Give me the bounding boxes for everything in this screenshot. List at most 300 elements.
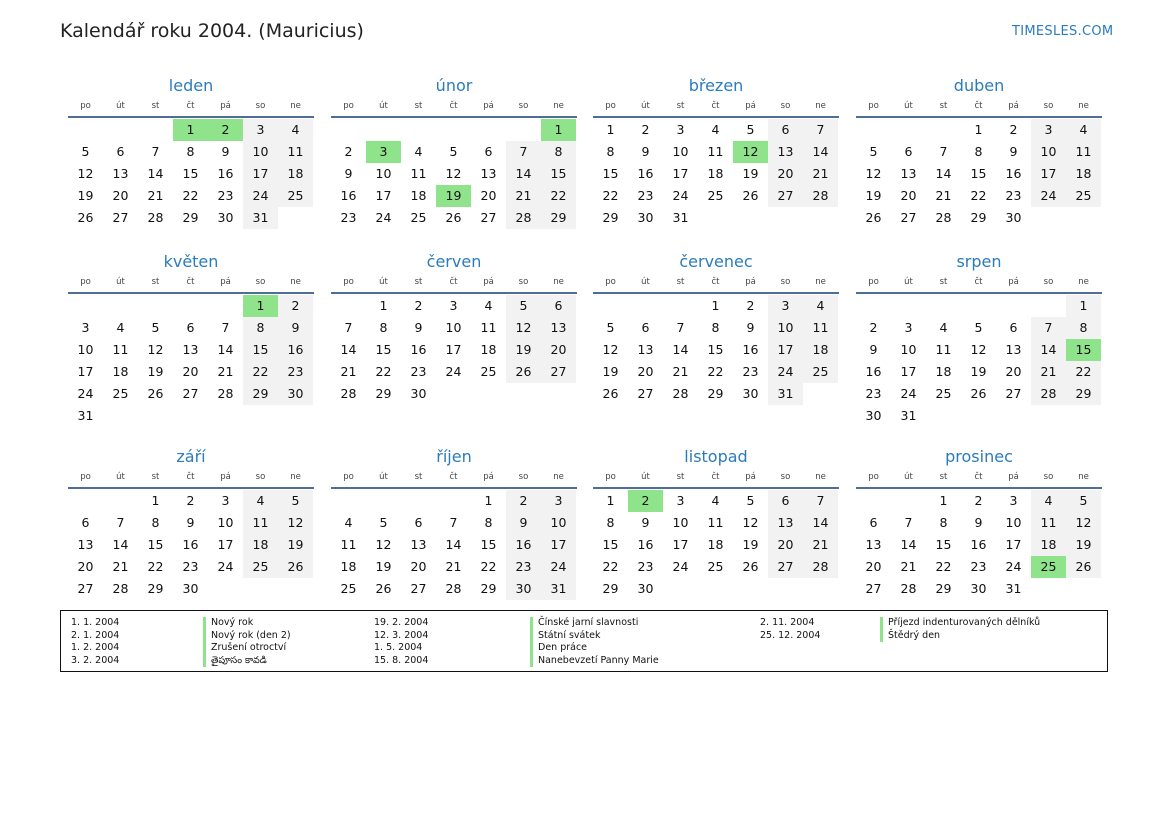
weekday-label: čt bbox=[186, 472, 195, 482]
day-cell: 18 bbox=[1031, 534, 1066, 556]
empty-cell bbox=[103, 295, 138, 317]
weekday-label: pá bbox=[483, 101, 494, 111]
day-cell: 2 bbox=[278, 295, 313, 317]
day-cell: 13 bbox=[480, 166, 497, 181]
legend-date: 3. 2. 2004 bbox=[71, 654, 120, 666]
day-cell: 16 bbox=[506, 534, 541, 556]
weekday-label: st bbox=[151, 472, 160, 482]
day-cell: 24 bbox=[768, 361, 803, 383]
day-cell: 21 bbox=[672, 364, 689, 379]
day-cell: 28 bbox=[803, 556, 838, 578]
day-cell: 7 bbox=[939, 144, 948, 159]
day-cell: 14 bbox=[445, 537, 462, 552]
weekday-label: út bbox=[379, 101, 388, 111]
weekday-label: so bbox=[780, 101, 791, 111]
holiday-day-cell: 15 bbox=[1066, 339, 1101, 361]
day-cell: 9 bbox=[974, 515, 983, 530]
day-cell: 30 bbox=[637, 210, 654, 225]
day-cell: 2 bbox=[344, 144, 353, 159]
weekday-label: ne bbox=[290, 101, 301, 111]
day-cell: 25 bbox=[935, 386, 952, 401]
empty-cell bbox=[103, 490, 138, 512]
weekday-label: po bbox=[80, 101, 91, 111]
day-cell: 11 bbox=[935, 342, 952, 357]
day-cell: 5 bbox=[606, 320, 615, 335]
day-cell: 16 bbox=[217, 166, 234, 181]
day-cell: 1 bbox=[939, 493, 948, 508]
weekday-header bbox=[331, 276, 577, 294]
legend-date: 15. 8. 2004 bbox=[374, 654, 429, 666]
day-cell: 23 bbox=[865, 386, 882, 401]
day-cell: 5 bbox=[746, 493, 755, 508]
day-cell: 14 bbox=[112, 537, 129, 552]
weekday-label: pá bbox=[483, 472, 494, 482]
day-cell: 16 bbox=[182, 537, 199, 552]
day-cell: 17 bbox=[375, 188, 392, 203]
day-cell: 8 bbox=[379, 320, 388, 335]
weekday-label: pá bbox=[483, 277, 494, 287]
day-cell: 29 bbox=[602, 581, 619, 596]
day-cell: 26 bbox=[147, 386, 164, 401]
day-cell: 21 bbox=[112, 559, 129, 574]
day-cell: 12 bbox=[445, 166, 462, 181]
day-cell: 18 bbox=[935, 364, 952, 379]
day-cell: 19 bbox=[147, 364, 164, 379]
weekday-label: pá bbox=[220, 472, 231, 482]
day-cell: 14 bbox=[803, 141, 838, 163]
weekday-label: ne bbox=[1078, 277, 1089, 287]
weekday-label: po bbox=[343, 101, 354, 111]
day-cell: 12 bbox=[1066, 512, 1101, 534]
day-cell: 22 bbox=[602, 188, 619, 203]
day-cell: 8 bbox=[1066, 317, 1101, 339]
day-cell: 23 bbox=[278, 361, 313, 383]
weekday-header bbox=[593, 276, 839, 294]
day-cell: 10 bbox=[445, 320, 462, 335]
weekday-label: út bbox=[904, 101, 913, 111]
day-cell: 17 bbox=[900, 364, 917, 379]
day-cell: 5 bbox=[151, 320, 160, 335]
empty-cell bbox=[68, 490, 103, 512]
legend-name: Nanebevzetí Panny Marie bbox=[530, 655, 659, 668]
day-cell: 27 bbox=[541, 361, 576, 383]
day-cell: 1 bbox=[711, 298, 720, 313]
day-cell: 6 bbox=[186, 320, 195, 335]
day-cell: 13 bbox=[77, 537, 94, 552]
legend-name: Den práce bbox=[530, 642, 659, 655]
day-cell: 28 bbox=[217, 386, 234, 401]
day-cell: 15 bbox=[480, 537, 497, 552]
day-cell: 25 bbox=[278, 185, 313, 207]
day-cell: 7 bbox=[1031, 317, 1066, 339]
day-cell: 19 bbox=[865, 188, 882, 203]
day-cell: 8 bbox=[541, 141, 576, 163]
weekday-label: út bbox=[904, 277, 913, 287]
day-cell: 22 bbox=[147, 559, 164, 574]
day-cell: 18 bbox=[707, 166, 724, 181]
legend-name: Příjezd indenturovaných dělníků bbox=[880, 617, 1040, 630]
day-cell: 13 bbox=[182, 342, 199, 357]
weekday-label: so bbox=[518, 101, 529, 111]
day-cell: 23 bbox=[637, 188, 654, 203]
day-cell: 7 bbox=[116, 515, 125, 530]
weekday-label: st bbox=[939, 472, 948, 482]
legend-names-column-2 bbox=[530, 617, 659, 667]
day-cell: 24 bbox=[900, 386, 917, 401]
month-calendar bbox=[68, 72, 314, 229]
day-cell: 27 bbox=[112, 210, 129, 225]
legend-dates-column-1 bbox=[71, 617, 119, 667]
day-cell: 21 bbox=[340, 364, 357, 379]
empty-cell bbox=[401, 119, 436, 141]
day-cell: 15 bbox=[935, 537, 952, 552]
day-cell: 27 bbox=[768, 185, 803, 207]
day-cell: 17 bbox=[445, 342, 462, 357]
month-name: červenec bbox=[679, 252, 753, 271]
empty-cell bbox=[68, 295, 103, 317]
day-cell: 24 bbox=[1031, 185, 1066, 207]
day-cell: 16 bbox=[410, 342, 427, 357]
day-cell: 5 bbox=[81, 144, 90, 159]
weekday-label: st bbox=[414, 101, 423, 111]
day-cell: 7 bbox=[344, 320, 353, 335]
day-cell: 10 bbox=[672, 515, 689, 530]
day-cell: 30 bbox=[1005, 210, 1022, 225]
day-cell: 22 bbox=[541, 185, 576, 207]
day-cell: 13 bbox=[1005, 342, 1022, 357]
day-cell: 22 bbox=[243, 361, 278, 383]
day-cell: 21 bbox=[803, 534, 838, 556]
day-cell: 25 bbox=[480, 364, 497, 379]
day-cell: 21 bbox=[935, 188, 952, 203]
day-cell: 17 bbox=[672, 166, 689, 181]
day-cell: 28 bbox=[147, 210, 164, 225]
weekday-label: čt bbox=[186, 101, 195, 111]
empty-cell bbox=[1031, 295, 1066, 317]
day-cell: 19 bbox=[1066, 534, 1101, 556]
day-cell: 15 bbox=[602, 537, 619, 552]
holiday-day-cell: 1 bbox=[541, 119, 576, 141]
day-cell: 18 bbox=[112, 364, 129, 379]
weekday-label: st bbox=[676, 472, 685, 482]
day-cell: 4 bbox=[939, 320, 948, 335]
day-cell: 5 bbox=[974, 320, 983, 335]
legend-name: Státní svátek bbox=[530, 630, 659, 643]
day-cell: 26 bbox=[278, 556, 313, 578]
day-cell: 7 bbox=[449, 515, 458, 530]
weekday-label: st bbox=[939, 101, 948, 111]
weekday-label: pá bbox=[220, 277, 231, 287]
day-cell: 14 bbox=[900, 537, 917, 552]
weekday-header bbox=[856, 471, 1102, 489]
weekday-label: so bbox=[255, 472, 266, 482]
weekday-label: po bbox=[343, 277, 354, 287]
day-cell: 3 bbox=[676, 122, 685, 137]
day-cell: 1 bbox=[974, 122, 983, 137]
day-cell: 14 bbox=[217, 342, 234, 357]
day-cell: 25 bbox=[707, 188, 724, 203]
day-cell: 17 bbox=[1031, 163, 1066, 185]
day-cell: 25 bbox=[243, 556, 278, 578]
day-cell: 2 bbox=[186, 493, 195, 508]
month-calendar bbox=[331, 248, 577, 405]
day-cell: 9 bbox=[1009, 144, 1018, 159]
day-cell: 18 bbox=[340, 559, 357, 574]
day-cell: 19 bbox=[278, 534, 313, 556]
weekday-header bbox=[331, 471, 577, 489]
day-cell: 21 bbox=[1031, 361, 1066, 383]
day-cell: 9 bbox=[641, 515, 650, 530]
weekday-label: st bbox=[939, 277, 948, 287]
legend-date: 12. 3. 2004 bbox=[374, 629, 429, 641]
weekday-label: so bbox=[1043, 101, 1054, 111]
day-cell: 11 bbox=[707, 515, 724, 530]
day-cell: 14 bbox=[935, 166, 952, 181]
day-cell: 9 bbox=[186, 515, 195, 530]
day-cell: 11 bbox=[803, 317, 838, 339]
day-cell: 26 bbox=[742, 188, 759, 203]
day-cell: 25 bbox=[112, 386, 129, 401]
day-cell: 15 bbox=[970, 166, 987, 181]
day-cell: 8 bbox=[974, 144, 983, 159]
day-cell: 22 bbox=[182, 188, 199, 203]
day-cell: 9 bbox=[641, 144, 650, 159]
day-cell: 16 bbox=[970, 537, 987, 552]
day-grid bbox=[856, 490, 1101, 600]
empty-cell bbox=[331, 119, 366, 141]
weekday-label: čt bbox=[711, 277, 720, 287]
day-cell: 11 bbox=[278, 141, 313, 163]
day-cell: 24 bbox=[77, 386, 94, 401]
weekday-label: pá bbox=[745, 277, 756, 287]
day-cell: 6 bbox=[869, 515, 878, 530]
day-cell: 10 bbox=[768, 317, 803, 339]
day-cell: 8 bbox=[484, 515, 493, 530]
day-cell: 19 bbox=[506, 339, 541, 361]
day-cell: 9 bbox=[506, 512, 541, 534]
day-cell: 1 bbox=[606, 122, 615, 137]
weekday-label: so bbox=[255, 277, 266, 287]
weekday-label: po bbox=[605, 101, 616, 111]
day-cell: 26 bbox=[445, 210, 462, 225]
weekday-label: st bbox=[414, 277, 423, 287]
day-cell: 23 bbox=[637, 559, 654, 574]
day-cell: 2 bbox=[641, 122, 650, 137]
weekday-label: so bbox=[1043, 277, 1054, 287]
day-cell: 20 bbox=[541, 339, 576, 361]
day-cell: 14 bbox=[1031, 339, 1066, 361]
empty-cell bbox=[366, 119, 401, 141]
day-cell: 3 bbox=[541, 490, 576, 512]
empty-cell bbox=[331, 490, 366, 512]
day-cell: 11 bbox=[112, 342, 129, 357]
day-cell: 14 bbox=[147, 166, 164, 181]
day-cell: 12 bbox=[375, 537, 392, 552]
day-cell: 1 bbox=[379, 298, 388, 313]
empty-cell bbox=[628, 295, 663, 317]
month-calendar bbox=[68, 248, 314, 427]
day-cell: 27 bbox=[900, 210, 917, 225]
day-cell: 8 bbox=[606, 515, 615, 530]
day-cell: 31 bbox=[77, 408, 94, 423]
day-cell: 26 bbox=[1066, 556, 1101, 578]
weekday-label: čt bbox=[449, 472, 458, 482]
empty-cell bbox=[891, 119, 926, 141]
day-cell: 24 bbox=[217, 559, 234, 574]
weekday-label: po bbox=[343, 472, 354, 482]
legend-dates-column-3 bbox=[760, 617, 820, 642]
legend-date: 1. 5. 2004 bbox=[374, 642, 423, 654]
weekday-label: pá bbox=[1008, 101, 1019, 111]
day-cell: 19 bbox=[970, 364, 987, 379]
day-cell: 24 bbox=[672, 188, 689, 203]
empty-cell bbox=[506, 119, 541, 141]
weekday-header bbox=[593, 100, 839, 118]
day-cell: 23 bbox=[742, 364, 759, 379]
empty-cell bbox=[926, 119, 961, 141]
month-calendar bbox=[593, 443, 839, 600]
day-cell: 26 bbox=[602, 386, 619, 401]
holiday-legend bbox=[60, 610, 1108, 672]
day-cell: 6 bbox=[641, 320, 650, 335]
weekday-label: so bbox=[780, 277, 791, 287]
day-cell: 20 bbox=[768, 163, 803, 185]
weekday-label: čt bbox=[186, 277, 195, 287]
month-name: leden bbox=[168, 76, 214, 95]
weekday-label: čt bbox=[974, 472, 983, 482]
day-cell: 3 bbox=[676, 493, 685, 508]
month-calendar bbox=[593, 248, 839, 405]
day-cell: 26 bbox=[506, 361, 541, 383]
weekday-label: ne bbox=[815, 472, 826, 482]
day-cell: 20 bbox=[900, 188, 917, 203]
day-cell: 25 bbox=[707, 559, 724, 574]
day-cell: 15 bbox=[243, 339, 278, 361]
day-cell: 26 bbox=[77, 210, 94, 225]
day-cell: 20 bbox=[1005, 364, 1022, 379]
day-cell: 2 bbox=[869, 320, 878, 335]
day-cell: 23 bbox=[340, 210, 357, 225]
day-cell: 3 bbox=[1031, 119, 1066, 141]
day-cell: 19 bbox=[375, 559, 392, 574]
empty-cell bbox=[996, 295, 1031, 317]
day-cell: 4 bbox=[1031, 490, 1066, 512]
day-cell: 13 bbox=[637, 342, 654, 357]
day-cell: 11 bbox=[1031, 512, 1066, 534]
day-cell: 1 bbox=[484, 493, 493, 508]
empty-cell bbox=[891, 295, 926, 317]
day-cell: 6 bbox=[414, 515, 423, 530]
weekday-label: so bbox=[518, 472, 529, 482]
day-cell: 10 bbox=[900, 342, 917, 357]
day-cell: 2 bbox=[414, 298, 423, 313]
day-cell: 5 bbox=[379, 515, 388, 530]
day-cell: 20 bbox=[480, 188, 497, 203]
day-cell: 4 bbox=[243, 490, 278, 512]
weekday-label: út bbox=[379, 472, 388, 482]
legend-name: తైపూసం కావడి bbox=[203, 655, 291, 668]
day-cell: 28 bbox=[935, 210, 952, 225]
day-cell: 30 bbox=[410, 386, 427, 401]
weekday-label: po bbox=[605, 472, 616, 482]
day-cell: 27 bbox=[768, 556, 803, 578]
day-cell: 17 bbox=[768, 339, 803, 361]
day-cell: 21 bbox=[900, 559, 917, 574]
weekday-label: st bbox=[151, 277, 160, 287]
day-cell: 9 bbox=[414, 320, 423, 335]
day-cell: 24 bbox=[243, 185, 278, 207]
day-cell: 7 bbox=[676, 320, 685, 335]
day-cell: 31 bbox=[243, 207, 278, 229]
day-cell: 27 bbox=[182, 386, 199, 401]
day-cell: 31 bbox=[541, 578, 576, 600]
empty-cell bbox=[856, 119, 891, 141]
empty-cell bbox=[926, 295, 961, 317]
day-cell: 30 bbox=[637, 581, 654, 596]
day-cell: 17 bbox=[1005, 537, 1022, 552]
day-cell: 28 bbox=[1031, 383, 1066, 405]
day-cell: 15 bbox=[707, 342, 724, 357]
day-cell: 11 bbox=[480, 320, 497, 335]
site-link[interactable]: TIMESLES.COM bbox=[1012, 24, 1114, 39]
month-name: květen bbox=[163, 252, 219, 271]
day-cell: 7 bbox=[506, 141, 541, 163]
weekday-label: út bbox=[641, 277, 650, 287]
day-cell: 10 bbox=[1005, 515, 1022, 530]
day-cell: 30 bbox=[742, 386, 759, 401]
day-cell: 27 bbox=[865, 581, 882, 596]
day-cell: 18 bbox=[243, 534, 278, 556]
day-grid bbox=[856, 119, 1101, 229]
day-cell: 30 bbox=[182, 581, 199, 596]
weekday-label: čt bbox=[711, 101, 720, 111]
day-cell: 13 bbox=[900, 166, 917, 181]
day-cell: 26 bbox=[375, 581, 392, 596]
day-cell: 7 bbox=[904, 515, 913, 530]
day-cell: 25 bbox=[1066, 185, 1101, 207]
day-cell: 4 bbox=[711, 493, 720, 508]
weekday-label: po bbox=[868, 101, 879, 111]
day-cell: 3 bbox=[449, 298, 458, 313]
day-cell: 23 bbox=[1005, 188, 1022, 203]
day-cell: 13 bbox=[541, 317, 576, 339]
weekday-label: út bbox=[379, 277, 388, 287]
month-calendar bbox=[68, 443, 314, 600]
weekday-label: ne bbox=[815, 101, 826, 111]
day-cell: 16 bbox=[340, 188, 357, 203]
weekday-label: ne bbox=[290, 277, 301, 287]
weekday-label: čt bbox=[711, 472, 720, 482]
month-name: červen bbox=[426, 252, 482, 271]
weekday-label: čt bbox=[449, 277, 458, 287]
day-cell: 15 bbox=[541, 163, 576, 185]
day-cell: 29 bbox=[935, 581, 952, 596]
day-cell: 4 bbox=[484, 298, 493, 313]
day-cell: 22 bbox=[970, 188, 987, 203]
day-cell: 5 bbox=[506, 295, 541, 317]
day-cell: 16 bbox=[1005, 166, 1022, 181]
day-cell: 5 bbox=[278, 490, 313, 512]
day-cell: 18 bbox=[410, 188, 427, 203]
day-cell: 13 bbox=[768, 512, 803, 534]
day-cell: 23 bbox=[506, 556, 541, 578]
day-cell: 31 bbox=[900, 408, 917, 423]
empty-cell bbox=[208, 295, 243, 317]
day-cell: 23 bbox=[410, 364, 427, 379]
empty-cell bbox=[366, 490, 401, 512]
day-cell: 8 bbox=[151, 515, 160, 530]
day-cell: 6 bbox=[81, 515, 90, 530]
